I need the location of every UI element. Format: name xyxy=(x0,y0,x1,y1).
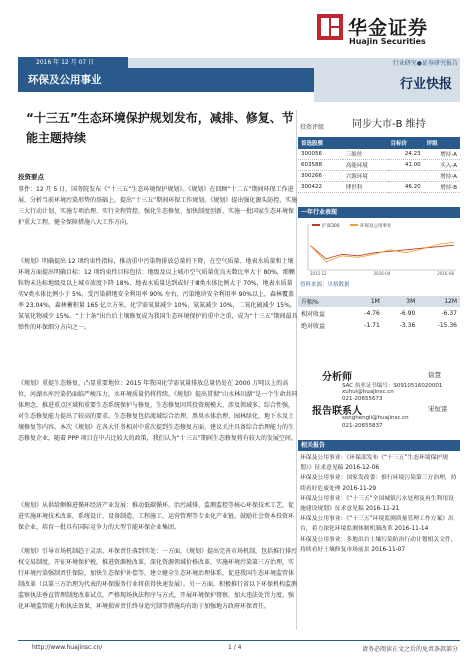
huajin-logo-icon xyxy=(317,14,343,40)
stock-code: 603588 xyxy=(298,160,343,171)
legend-label: 沪深300 xyxy=(322,224,340,229)
report-title: “十三五”生态环境保护规划发布，减排、修复、节能主题持续 xyxy=(26,111,294,145)
rating-label: 投资评级 xyxy=(300,124,325,131)
table-row xyxy=(298,307,460,319)
analyst-email[interactable]: xuhui@huajinsc.cn xyxy=(342,389,394,395)
related-report-item[interactable]: 环保及公用事业：《环保部发布《“十三五”生态环境保护规划》》征求意见稿 2016-12-06 xyxy=(300,455,449,472)
performance-table xyxy=(298,296,460,331)
chart-legend xyxy=(312,222,392,229)
table-header: 目标价 xyxy=(388,137,424,149)
contact-heading: 报告联系人 xyxy=(312,406,362,417)
table-header: 3M xyxy=(383,296,418,307)
stock-rating: 增持-B xyxy=(424,182,460,193)
table-row xyxy=(298,319,460,331)
stock-rating: 增持-A xyxy=(424,171,460,182)
contact-name: 宋恒雷 xyxy=(428,405,448,413)
legend-swatch xyxy=(350,224,358,226)
related-report-item[interactable]: 环保及公用事业：《“十三五”环境监测质量管理工作方案》出台，着力深化环境监测体制机制改革 2016-11-14 xyxy=(300,516,454,533)
summary-heading xyxy=(18,172,298,181)
related-report-item[interactable]: 环保及公用事业：《“十三五”全国城镇污水处理及再生利用设施建设规划》征求意见稿 2016-11-21 xyxy=(300,495,454,513)
cell-value: -15.36 xyxy=(437,321,457,329)
x-tick-label: 2016-04 xyxy=(373,271,391,276)
table-row xyxy=(298,149,460,160)
breadcrumb: 行业研究●证券研究报告 xyxy=(392,60,458,67)
cell-value: -4.76 xyxy=(364,309,380,317)
page-number: 1 / 4 xyxy=(228,644,242,651)
footer-divider xyxy=(18,640,460,641)
logo-english: Huajin Securities xyxy=(349,37,426,46)
industry-performance-chart xyxy=(298,220,460,276)
analyst-name: 徐慧 xyxy=(428,371,441,379)
summary-paragraph-1: 《规划》明确提出 12 项约束性指标，推动重中污染物排放总量的下降，在空气质量、地表水质量和土壤环境方面提出明确目标：12 项约束性目标包括：地级及以上城市空气质量优良天数比率大于 80%，细颗粒物未达标地级及以上城市浓度下降 18%，地表水质量达到或好于Ⅲ类水体比例大于 70%，地表水质量劣Ⅴ类水体比例小于 5%，受污染耕地安全利用率 90% 左右，污染地块安全利用率 90%以上，森林覆盖率 23.04%，森林蓄积量 165 亿立方米，化学需氧量减少 10%，氨氮减少 10%，二氧化硫减少 15%，氮氧化物减少 15%。“土十条”出台后土壤修复成为我国生态环境保护的重中之重，成为“十三五”期间最具弹性的环保细分方向之一。 xyxy=(18,258,298,331)
contact-email[interactable]: songhengli@huajinsc.cn xyxy=(342,415,409,421)
stock-name: 三维丝 xyxy=(343,149,388,160)
stock-name: 博世科 xyxy=(343,182,388,193)
row-label: 绝对收益 xyxy=(301,322,326,330)
rating-value: 同步大市-B 维持 xyxy=(352,119,426,130)
legend-label: 环保及公用事业 xyxy=(360,224,392,229)
stock-rating: 增持-A xyxy=(424,149,460,160)
table-header: 1M xyxy=(347,296,382,307)
stock-rating: 买入-A xyxy=(424,160,460,171)
logo-text: 华金证券 xyxy=(348,17,429,39)
table-header: 评级 xyxy=(424,137,460,149)
chart-heading: 一年行业表现 xyxy=(298,207,460,218)
contact-phone: 021-20655837 xyxy=(342,423,383,429)
footer-url[interactable]: http://www.huajinsc.cn/ xyxy=(32,644,103,651)
preferred-stocks-table xyxy=(298,137,460,193)
stock-code: 300266 xyxy=(298,171,343,182)
analyst-heading: 分析师 xyxy=(322,372,352,383)
report-date: 2016 年 12 月 07 日 xyxy=(18,57,128,68)
x-tick-label: 2015-12 xyxy=(310,271,327,276)
table-row xyxy=(298,171,460,182)
row-label: 相对收益 xyxy=(301,310,326,318)
table-header: 首选股票 xyxy=(298,137,343,149)
target-price: 24.23 xyxy=(388,149,424,160)
table-header: 升幅% xyxy=(298,296,347,307)
analyst-phone: 021-20655673 xyxy=(342,396,383,402)
cell-value: -6.90 xyxy=(399,309,416,317)
table-header xyxy=(343,137,388,149)
related-report-item[interactable]: 环保及公用事业：国家发改委：推行环境污染第三方治理，持续看好危废处理 2016-11-29 xyxy=(300,475,457,492)
chart-source: 资料来源：贝格数据 xyxy=(300,282,350,288)
table-header: 12M xyxy=(418,296,460,307)
cell-value: -6.37 xyxy=(441,309,457,317)
related-report-item[interactable]: 环保及公用事业：多地出台土壤污染防治行动计划相关文件，持续看好土壤修复市场前景 2016-11-07 xyxy=(300,536,457,553)
summary-paragraph-4: 《规划》引导市场机制趋于灵活、环保责任落到实处：一方面，《规划》提出完善市场机制，包括推行排污权交易制度，开征环境保护税，推进资源税改革，深化资源领域价格改革，实施环境污染第三方治理，实行环境污染强制责任保险，加快生态保护补偿等，建立健全生态环境治理体系，促进我国生态环境监管体制改革（以第三方治理为代表的环保服务行业将获得快速发展）。另一方面，积极推行省以下环保机构监测监察执法垂直管理制度改革试点，严格现场执法程序与方式，开展环境保护督察，加大违法处罚力度。强化环境监管能力和执法效果，环境损害责任终身追究制等措施均有助于加强地方政府环保责任。 xyxy=(18,548,298,610)
related-reports-list xyxy=(300,453,458,555)
table-row xyxy=(298,182,460,193)
target-price: 46.20 xyxy=(388,182,424,193)
summary-event: 事件：12 月 5 日，国务院发布《“十三五”生态环境保护规划》。《规划》在回顾“十二五”期间环保工作进展、分析当前环境污染形势的基础上，提出“十三五”期间环保工作规划。《规划》提出强化源头防控、实施三大行动计划、实施专项治理、实行全程管控、强化生态修复、加快制度创新、实施一批国家生态环境保护重大工程、健全保障措施八大工作方向。 xyxy=(18,186,298,226)
cell-value: -1.71 xyxy=(364,321,380,329)
stock-name: 兴源环境 xyxy=(343,171,388,182)
cell-value: -3.36 xyxy=(399,321,416,329)
stock-name: 高能环境 xyxy=(343,160,388,171)
summary-paragraph-3: 《规划》从供给侧推进循环经济产业发展：推动低碳循环、治污减排、监测监控等核心环保技术工艺，促进实施环境技术改革，系统设计、设备制造、工程施工、运营管理等专业化产业链，鼓励社会资本投资环保企业，培育一批具有国际竞争力的大型节能环保企业集团。 xyxy=(18,502,295,531)
section-heading: 投资要点 xyxy=(18,173,44,181)
report-type: 行业快报 xyxy=(314,68,460,102)
analyst-cert: SAC 执业证书编号：S0910516020001 xyxy=(342,383,443,389)
related-reports-heading: 相关报告 xyxy=(298,440,460,451)
x-tick-label: 2016-08 xyxy=(437,271,454,276)
table-row xyxy=(298,160,460,171)
stock-code: 300422 xyxy=(298,182,343,193)
target-price: 41.00 xyxy=(388,160,424,171)
footer-disclaimer: 请务必阅读正文之后的免责条款部分 xyxy=(361,646,458,653)
summary-paragraph-2: 《规划》重提生态修复，凸显重要地位：2015 年我国化学需氧量排放总量仍处在 2000 万吨以上的高位，河湖水库污染仍面临严峻压力，水环境质量仍将持续。《规划》提出贯彻“山水林田湖”是一个生命共同体理念，推进重点区域和重要生态系统保护与修复，生态修复因其投资规模大、涉及领域多、综合性强，对生态修复能力提出了较高的要求。生态修复包括流域综合治理、黑臭水体治理、园林绿化、地下水及土壤修复等内容。本次《规划》在各大任务相对中重次提到生态修复方面，建议关注具备综合治理能力的生态修复企业，随着 PPP 项目在中占比较大的政策，我们认为“十三五”期间生态修复将有较大的发展空间。 xyxy=(18,380,298,442)
sector-title: 环保及公用事业 xyxy=(18,68,314,92)
target-price xyxy=(388,171,424,182)
stock-code: 300056 xyxy=(298,149,343,160)
series-line xyxy=(310,242,454,262)
legend-swatch xyxy=(312,224,320,226)
